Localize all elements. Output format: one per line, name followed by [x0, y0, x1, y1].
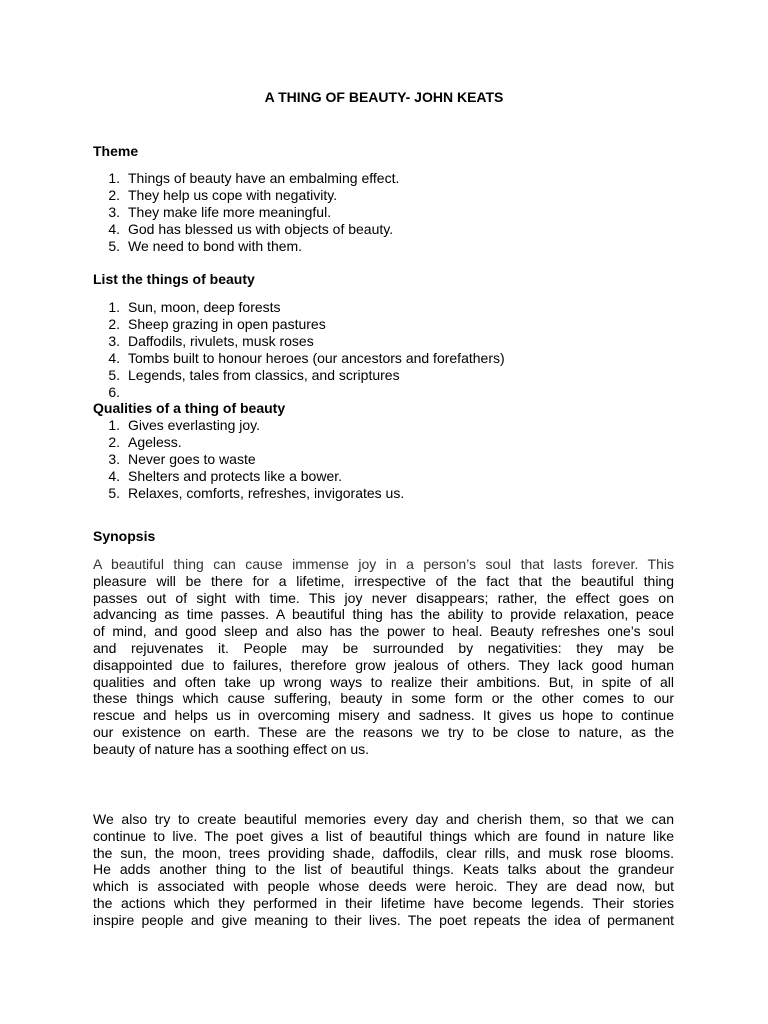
document-title: A THING OF BEAUTY- JOHN KEATS — [264, 89, 504, 105]
paragraph-line: inspire people and give meaning to their lives. The poet repeats the idea of permanent — [93, 911, 674, 928]
paragraph-line: of mind, and good sleep and also has the power to heal. Beauty refreshes one’s soul — [93, 623, 674, 640]
theme-heading: Theme — [93, 143, 139, 159]
theme-list — [0, 170, 680, 255]
paragraph-line: He adds another thing to the list of beautiful things. Keats talks about the grandeur — [93, 861, 674, 878]
paragraph-line: continue to live. The poet gives a list of beautiful things which are found in nature like — [93, 827, 674, 844]
list-item: 1. Sun, moon, deep forests — [108, 299, 281, 315]
paragraph-line: beauty of nature has a soothing effect on us. — [93, 740, 370, 757]
paragraph-line: our existence on earth. These are the reasons we try to be close to nature, as the — [93, 723, 674, 740]
list-item: 2. Sheep grazing in open pastures — [108, 316, 326, 332]
paragraph-line: these things which cause suffering, beauty in some form or the other comes to our — [93, 690, 674, 707]
list-item: 5. Relaxes, comforts, refreshes, invigorates us. — [108, 485, 405, 501]
list-item: 4. God has blessed us with objects of beauty. — [108, 221, 394, 237]
paragraph-line: passes out of sight with time. This joy never disappears; rather, the effect goes on — [93, 589, 674, 606]
things-list — [0, 299, 680, 401]
list-item: 3. Never goes to waste — [108, 451, 256, 467]
list-item: 2. They help us cope with negativity. — [108, 187, 338, 203]
qualities-heading: Qualities of a thing of beauty — [93, 400, 286, 416]
paragraph-line: rescue and helps us in overcoming misery and sadness. It gives us hope to continue — [93, 707, 674, 724]
paragraph-line: the actions which they performed in their lifetime have become legends. Their stories — [93, 894, 674, 911]
paragraph-line: and rejuvenates it. People may be surrounded by negativities: they may be — [93, 639, 674, 656]
qualities-list — [0, 417, 680, 502]
synopsis-paragraph-1 — [93, 556, 674, 758]
paragraph-line: disappointed due to failures, therefore grow jealous of others. They lack good human — [93, 656, 674, 673]
paragraph-line: the sun, the moon, trees providing shade, daffodils, clear rills, and musk rose blooms. — [93, 844, 674, 861]
paragraph-line: We also try to create beautiful memories every day and cherish them, so that we can — [93, 811, 674, 827]
paragraph-line: which is associated with people whose deeds were heroic. They are dead now, but — [93, 878, 674, 895]
list-item: 3. Daffodils, rivulets, musk roses — [108, 333, 314, 349]
list-item: 1. Things of beauty have an embalming effect. — [108, 170, 400, 186]
list-item: 5. Legends, tales from classics, and scriptures — [108, 367, 400, 383]
list-item: 4. Tombs built to honour heroes (our ancestors and forefathers) — [108, 350, 505, 366]
synopsis-heading: Synopsis — [93, 528, 156, 544]
list-item: 2. Ageless. — [108, 434, 182, 450]
paragraph-line: advancing as time passes. A beautiful thing has the ability to provide relaxation, peace — [93, 606, 674, 623]
paragraph-line: pleasure will be there for a lifetime, irrespective of the fact that the beautiful thing — [93, 572, 674, 589]
list-item: 3. They make life more meaningful. — [108, 204, 332, 220]
synopsis-paragraph-2 — [93, 811, 674, 929]
paragraph-line: qualities and often take up wrong ways to realize their ambitions. But, in spite of all — [93, 673, 674, 690]
paragraph-line: A beautiful thing can cause immense joy in a person’s soul that lasts forever. This — [93, 556, 674, 572]
list-item: 5. We need to bond with them. — [108, 238, 303, 254]
list-item: 6. — [108, 384, 120, 400]
list-item: 4. Shelters and protects like a bower. — [108, 468, 343, 484]
list-item: 1. Gives everlasting joy. — [108, 417, 261, 433]
things-list-heading: List the things of beauty — [93, 271, 255, 287]
